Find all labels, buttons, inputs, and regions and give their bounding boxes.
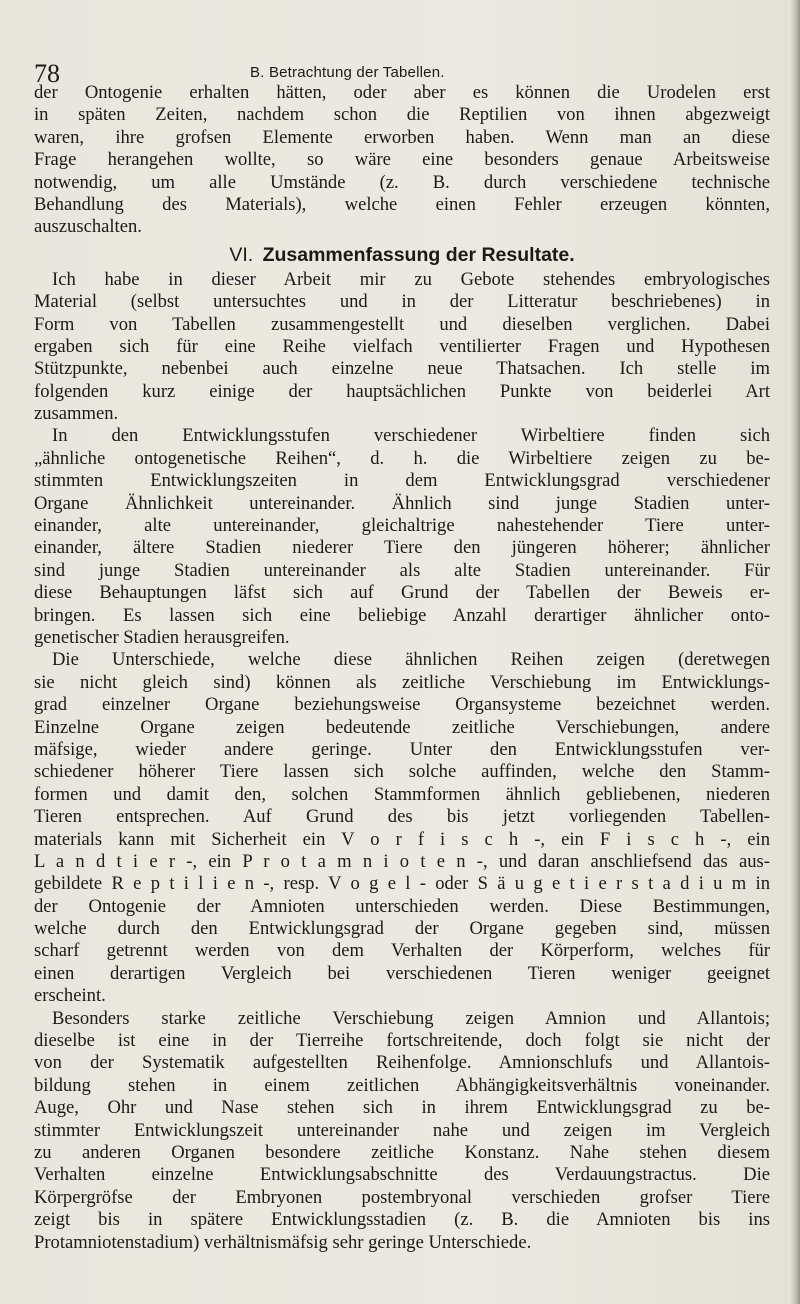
text-line: bringen. Es lassen sich eine beliebige Anzahl derartiger ähnlicher onto- (34, 604, 770, 626)
paragraph (34, 425, 770, 649)
text-line: Besonders starke zeitliche Verschiebung zeigen Amnion und Allantois; (52, 1007, 770, 1029)
text-line: einander, ältere Stadien niederer Tiere den jüngeren höherer; ähnlicher (34, 537, 770, 559)
text-line: Protamniotenstadium) verhältnismäfsig sehr geringe Unterschiede. (34, 1231, 532, 1253)
text-line: diese Behauptungen läfst sich auf Grund der Tabellen der Beweis er- (34, 582, 770, 604)
text-line: grad einzelner Organe beziehungsweise Organsysteme bezeichnet werden. (34, 694, 770, 716)
page-body (34, 82, 770, 1254)
text-line: Tieren entsprechen. Auf Grund des bis jetzt vorliegenden Tabellen- (34, 806, 770, 828)
text-line: Material (selbst untersuchtes und in der Litteratur beschriebenes) in (34, 291, 770, 313)
text-line: erscheint. (34, 985, 106, 1007)
paragraph (34, 269, 770, 426)
text-line: mäfsige, wieder andere geringe. Unter den Entwicklungsstufen ver- (34, 738, 770, 760)
text-line: ergaben sich für eine Reihe vielfach ventilierter Fragen und Hypothesen (34, 335, 770, 357)
text-line: dieselbe ist eine in der Tierreihe fortschreitende, doch folgt sie nicht der (34, 1030, 770, 1052)
text-line: gebildete R e p t i l i e n -, resp. V o g e l - oder S ä u g e t i e r s t a d i u m in (34, 873, 770, 895)
text-line: notwendig, um alle Umstände (z. B. durch verschiedene technische (34, 171, 770, 193)
text-line: Ich habe in dieser Arbeit mir zu Gebote stehendes embryologisches (52, 268, 770, 290)
text-line: Frage herangehen wollte, so wäre eine besonders genaue Arbeitsweise (34, 149, 770, 171)
paragraph (34, 649, 770, 1007)
text-line: Form von Tabellen zusammengestellt und dieselben verglichen. Dabei (34, 313, 770, 335)
section-title: Zusammenfassung der Resultate. (262, 243, 575, 266)
text-line: scharf getrennt werden von dem Verhalten der Körperform, welches für (34, 940, 770, 962)
text-line: auszuschalten. (34, 216, 142, 238)
text-line: In den Entwicklungsstufen verschiedener Wirbeltiere finden sich (52, 425, 770, 447)
text-line: zu anderen Organen besondere zeitliche Konstanz. Nahe stehen diesem (34, 1141, 770, 1163)
text-line: der Ontogenie der Amnioten unterschieden werden. Diese Bestimmungen, (34, 895, 770, 917)
text-line: L a n d t i e r -, ein P r o t a m n i o t e n -, und daran anschliefsend das aus- (34, 850, 770, 872)
text-line: Behandlung des Materials), welche einen Fehler erzeugen könnten, (34, 193, 770, 215)
text-line: in späten Zeiten, nachdem schon die Reptilien von ihnen abgezweigt (34, 104, 770, 126)
section-heading (34, 242, 770, 268)
text-line: „ähnliche ontogenetische Reihen“, d. h. die Wirbeltiere zeigen zu be- (34, 447, 770, 469)
text-line: bildung stehen in einem zeitlichen Abhängigkeitsverhältnis voneinander. (34, 1074, 770, 1096)
section-number: VI. (229, 243, 254, 266)
page-number: 78 (34, 59, 60, 88)
text-line: stimmten Entwicklungszeiten in dem Entwicklungsgrad verschiedener (34, 470, 770, 492)
text-line: schiedener höherer Tiere lassen sich solche auffinden, welche den Stamm- (34, 761, 770, 783)
text-line: Körpergröfse der Embryonen postembryonal verschieden grofser Tiere (34, 1186, 770, 1208)
text-line: der Ontogenie erhalten hätten, oder aber es können die Urodelen erst (34, 82, 770, 103)
text-line: welche durch den Entwicklungsgrad der Organe gegeben sind, müssen (34, 918, 770, 940)
text-line: Auge, Ohr und Nase stehen sich in ihrem Entwicklungsgrad zu be- (34, 1097, 770, 1119)
paragraph (34, 82, 770, 239)
paragraph (34, 1008, 770, 1254)
text-line: Verhalten einzelne Entwicklungsabschnitte des Verdauungstractus. Die (34, 1164, 770, 1186)
text-line: von der Systematik aufgestellten Reihenfolge. Amnionschlufs und Allantois- (34, 1052, 770, 1074)
text-line: materials kann mit Sicherheit ein V o r f i s c h -, ein F i s c h -, ein (34, 828, 770, 850)
running-head: B. Betrachtung der Tabellen. (250, 64, 445, 81)
text-line: zusammen. (34, 403, 119, 425)
text-line: formen und damit den, solchen Stammformen ähnlich gebliebenen, niederen (34, 783, 770, 805)
text-line: einander, alte untereinander, gleichaltrige nahestehender Tiere unter- (34, 515, 770, 537)
text-line: sind junge Stadien untereinander als alte Stadien untereinander. Für (34, 559, 770, 581)
text-line: waren, ihre grofsen Elemente erworben haben. Wenn man an diese (34, 126, 770, 148)
text-line: einen derartigen Vergleich bei verschiedenen Tieren weniger geeignet (34, 962, 770, 984)
text-line: Einzelne Organe zeigen bedeutende zeitliche Verschiebungen, andere (34, 716, 770, 738)
text-line: Organe Ähnlichkeit untereinander. Ähnlich sind junge Stadien unter- (34, 492, 770, 514)
text-line: folgenden kurz einige der hauptsächlichen Punkte von beiderlei Art (34, 380, 770, 402)
text-line: Stützpunkte, nebenbei auch einzelne neue Thatsachen. Ich stelle im (34, 358, 770, 380)
text-line: Die Unterschiede, welche diese ähnlichen Reihen zeigen (deretwegen (52, 649, 770, 671)
text-line: sie nicht gleich sind) können als zeitliche Verschiebung im Entwicklungs- (34, 671, 770, 693)
text-line: genetischer Stadien herausgreifen. (34, 626, 290, 648)
text-line: zeigt bis in spätere Entwicklungsstadien (z. B. die Amnioten bis ins (34, 1209, 770, 1231)
page-edge-shadow (790, 0, 800, 1304)
text-line: stimmter Entwicklungszeit untereinander nahe und zeigen im Vergleich (34, 1119, 770, 1141)
